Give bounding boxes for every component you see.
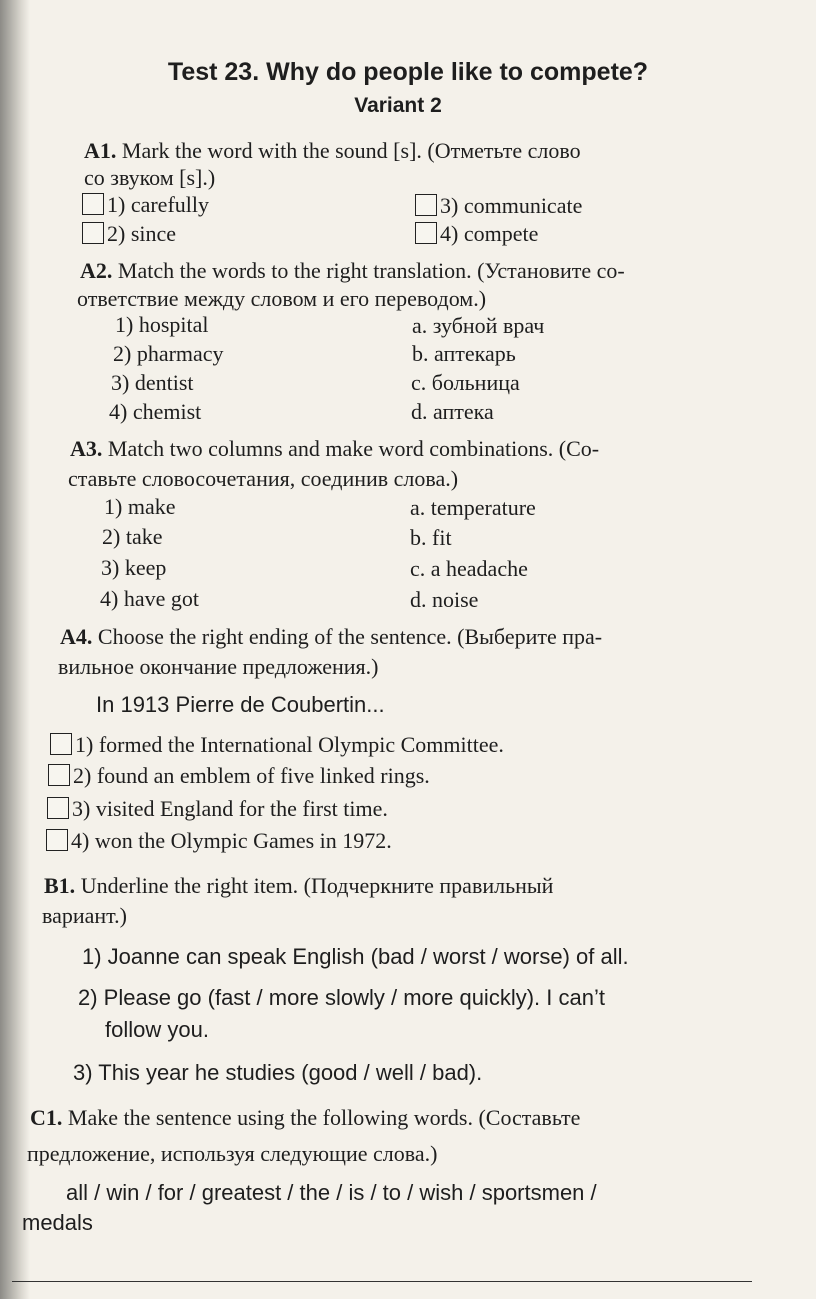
question-a2 [80,256,625,285]
c1-words-line2: medals [22,1210,93,1235]
a1-option-2[interactable]: 2) since [82,221,176,247]
question-a1 [84,136,581,165]
a3-right-item: b. fit [410,525,452,550]
question-a3-text-line1: Match two columns and make word combinations. (Со- [107,436,600,461]
checkbox[interactable] [47,797,69,819]
a4-option-3[interactable]: 3) visited England for the first time. [47,796,388,822]
a4-option-2[interactable]: 2) found an emblem of five linked rings. [48,763,430,789]
a2-left-item: 3) dentist [111,370,194,395]
question-a4-text-line2: вильное окончание предложения.) [58,654,379,679]
a1-option-3[interactable]: 3) communicate [415,193,582,219]
a1-option-1[interactable]: 1) carefully [82,192,209,218]
question-a2-text-line2: ответствие между словом и его переводом.) [77,286,487,311]
question-b1-text-line1: Underline the right item. (Подчеркните правильный [80,873,554,898]
a2-right-item: c. больница [411,370,520,395]
question-c1-text-line1: Make the sentence using the following words. (Составьте [67,1105,581,1130]
variant-label: Variant 2 [354,94,442,117]
test-title: Test 23. Why do people like to compete? [167,58,649,86]
question-b1-text-line2: вариант.) [42,903,127,928]
a2-right-item: b. аптекарь [412,341,516,366]
b1-item-continuation: follow you. [105,1017,209,1042]
question-a3-label: A3. [70,436,103,461]
question-c1 [30,1103,580,1132]
checkbox[interactable] [46,829,68,851]
a3-right-item: d. noise [410,587,479,612]
question-a1-label: A1. [84,138,117,163]
c1-words-line1: all / win / for / greatest / the / is / to / wish / sportsmen / [66,1180,597,1205]
question-a1-text-line2: со звуком [s].) [84,165,216,190]
a2-left-item: 4) chemist [109,399,202,424]
question-a3-text-line2: ставьте словосочетания, соединив слова.) [68,466,459,491]
checkbox[interactable] [415,222,437,244]
question-a2-text-line1: Match the words to the right translation. (Установите со- [117,258,625,283]
a4-option-4[interactable]: 4) won the Olympic Games in 1972. [46,828,392,854]
checkbox[interactable] [82,222,104,244]
checkbox[interactable] [415,194,437,216]
a2-left-item: 2) pharmacy [113,341,224,366]
a2-right-item: a. зубной врач [412,313,545,338]
b1-item[interactable]: 3) This year he studies (good / well / bad). [73,1060,483,1085]
a3-right-item: c. a headache [410,556,528,581]
question-b1 [44,871,553,900]
question-a2-label: A2. [80,258,113,283]
question-b1-label: B1. [44,873,76,898]
question-c1-label: C1. [30,1105,63,1130]
b1-item[interactable]: 2) Please go (fast / more slowly / more quickly). I can’t [78,985,605,1010]
answer-line[interactable] [12,1281,752,1282]
a2-right-item: d. аптека [411,399,494,424]
b1-item[interactable]: 1) Joanne can speak English (bad / worst / worse) of all. [82,944,629,969]
a1-option-4[interactable]: 4) compete [415,221,538,247]
a4-option-1[interactable]: 1) formed the International Olympic Committee. [50,732,504,758]
a2-left-item: 1) hospital [115,312,209,337]
a3-left-item: 4) have got [100,586,199,611]
question-a4-label: A4. [60,624,93,649]
a3-right-item: a. temperature [410,495,536,520]
a3-left-item: 1) make [104,494,176,519]
a4-sentence-stem: In 1913 Pierre de Coubertin... [96,692,385,717]
question-a4-text-line1: Choose the right ending of the sentence. (Выберите пра- [97,624,603,649]
question-a4 [60,622,602,651]
question-c1-text-line2: предложение, используя следующие слова.) [27,1141,438,1166]
checkbox[interactable] [50,733,72,755]
question-a3 [70,434,599,463]
a3-left-item: 3) keep [101,555,167,580]
question-a1-text-line1: Mark the word with the sound [s]. (Отметьте слово [121,138,581,163]
checkbox[interactable] [82,193,104,215]
checkbox[interactable] [48,764,70,786]
a3-left-item: 2) take [102,524,163,549]
